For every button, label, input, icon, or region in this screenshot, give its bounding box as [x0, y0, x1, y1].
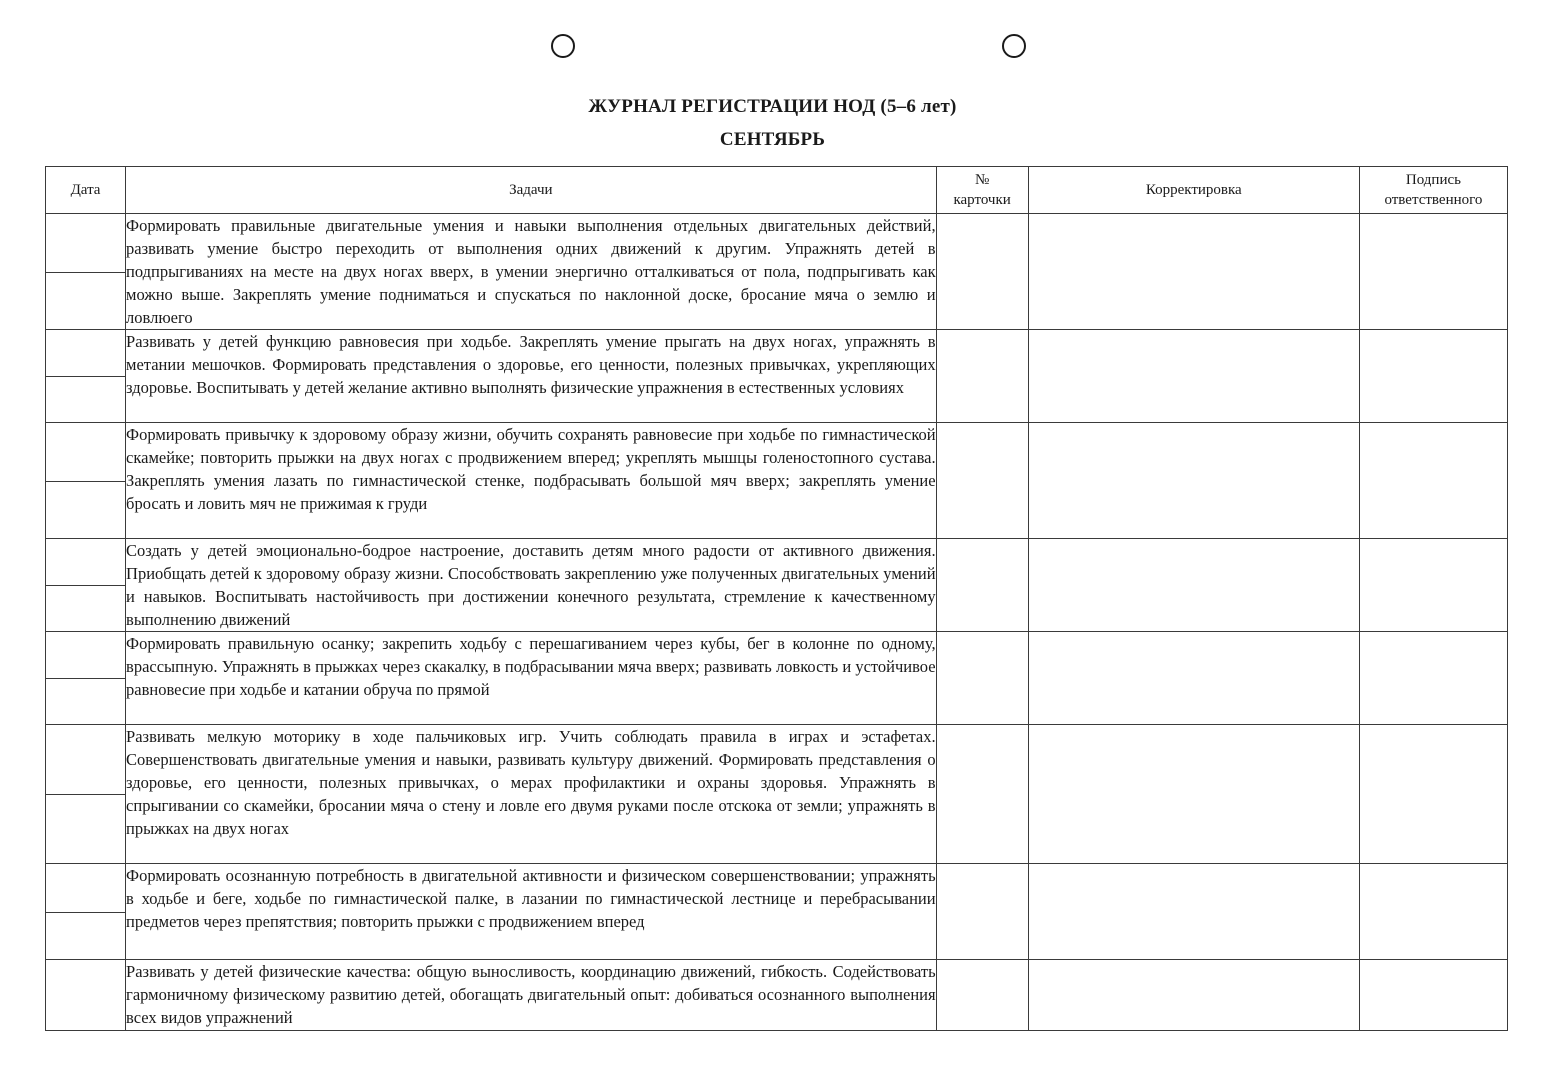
table-header-row [46, 167, 1508, 214]
table-row [46, 632, 1508, 725]
task-cell: Развивать у детей функцию равновесия при ходьбе. Закреплять умение прыгать на двух ногах, упражнять в метании мешочков. Формировать представления о здоровье, его ценности, полезных привычках, укрепляющих здоровье. Воспитывать у детей желание активно выполнять физические упражнения в естественных условиях [126, 330, 937, 423]
signature-cell[interactable] [1359, 725, 1507, 864]
date-divider [46, 678, 125, 679]
date-divider [46, 585, 125, 586]
task-cell: Формировать осознанную потребность в двигательной активности и физическом совершенствовании; упражнять в ходьбе и беге, ходьбе по гимнастической палке, в лазании по гимнастической лестнице и перебрасывании предметов через препятствия; повторить прыжки с продвижением вперед [126, 864, 937, 960]
date-cell[interactable] [46, 330, 126, 423]
header-card-number-label: карточки [953, 192, 1011, 208]
task-cell: Создать у детей эмоционально-бодрое настроение, доставить детям много радости от активного движения. Приобщать детей к здоровому образу жизни. Способствовать закреплению уже полученных двигательных умений и навыков. Воспитывать настойчивость при достижении конечного результата, стремление к качественному выполнению движений [126, 539, 937, 632]
card-number-cell[interactable] [936, 539, 1028, 632]
correction-cell[interactable] [1028, 423, 1359, 539]
date-cell[interactable] [46, 632, 126, 725]
table-row [46, 330, 1508, 423]
table-row [46, 539, 1508, 632]
table-row [46, 960, 1508, 1031]
date-cell[interactable] [46, 864, 126, 960]
correction-cell[interactable] [1028, 960, 1359, 1031]
date-cell[interactable] [46, 960, 126, 1031]
table-row [46, 423, 1508, 539]
signature-cell[interactable] [1359, 539, 1507, 632]
signature-cell[interactable] [1359, 960, 1507, 1031]
binder-hole-right [1002, 34, 1026, 58]
document-title: ЖУРНАЛ РЕГИСТРАЦИИ НОД (5–6 лет) [588, 96, 957, 117]
correction-cell[interactable] [1028, 214, 1359, 330]
signature-cell[interactable] [1359, 330, 1507, 423]
header-signature-line1: Подпись [1405, 172, 1461, 188]
date-divider [46, 376, 125, 377]
table-row [46, 214, 1508, 330]
card-number-cell[interactable] [936, 725, 1028, 864]
date-divider [46, 794, 125, 795]
header-date: Дата [46, 167, 126, 214]
header-card-number [936, 167, 1028, 214]
task-cell: Развивать мелкую моторику в ходе пальчиковых игр. Учить соблюдать правила в играх и эстафетах. Совершенствовать двигательные умения и навыки, развивать культуру движений. Формировать представления о здоровье, его ценности, полезных привычках, о мерах профилактики и охраны здоровья. Упражнять в спрыгивании со скамейки, бросании мяча о стену и ловле его двумя руками после отскока от земли; упражнять в прыжках на двух ногах [126, 725, 937, 864]
header-signature-line2: ответственного [1384, 192, 1483, 208]
date-cell[interactable] [46, 725, 126, 864]
header-tasks: Задачи [126, 167, 937, 214]
signature-cell[interactable] [1359, 423, 1507, 539]
card-number-cell[interactable] [936, 330, 1028, 423]
card-number-cell[interactable] [936, 214, 1028, 330]
date-cell[interactable] [46, 423, 126, 539]
correction-cell[interactable] [1028, 864, 1359, 960]
header-correction: Корректировка [1028, 167, 1359, 214]
card-number-cell[interactable] [936, 423, 1028, 539]
registration-journal-table [45, 166, 1508, 1031]
card-number-cell[interactable] [936, 960, 1028, 1031]
card-number-cell[interactable] [936, 632, 1028, 725]
signature-cell[interactable] [1359, 214, 1507, 330]
correction-cell[interactable] [1028, 539, 1359, 632]
header-card-number-symbol: № [974, 172, 990, 188]
table-row [46, 864, 1508, 960]
task-cell: Формировать правильную осанку; закрепить ходьбу с перешагиванием через кубы, бег в колонне по одному, врассыпную. Упражнять в прыжках через скакалку, в подбрасывании мяча вверх; развивать ловкость и устойчивое равновесие при ходьбе и катании обруча по прямой [126, 632, 937, 725]
task-cell: Развивать у детей физические качества: общую выносливость, координацию движений, гибкость. Содействовать гармоничному физическому развитию детей, обогащать двигательный опыт: добиваться осознанного выполнения всех видов упражнений [126, 960, 937, 1031]
date-divider [46, 481, 125, 482]
header-signature [1359, 167, 1507, 214]
date-divider [46, 272, 125, 273]
document-month: СЕНТЯБРЬ [719, 129, 826, 150]
binder-hole-left [551, 34, 575, 58]
table-row [46, 725, 1508, 864]
task-cell: Формировать правильные двигательные умения и навыки выполнения отдельных двигательных действий, развивать умение быстро переходить от выполнения одних движений к другим. Упражнять детей в подпрыгиваниях на месте на двух ногах вверх, в умении энергично отталкиваться от пола, подпрыгивать как можно выше. Закреплять умение подниматься и спускаться по наклонной доске, бросание мяча о землю и ловлюего [126, 214, 937, 330]
signature-cell[interactable] [1359, 632, 1507, 725]
correction-cell[interactable] [1028, 632, 1359, 725]
task-cell: Формировать привычку к здоровому образу жизни, обучить сохранять равновесие при ходьбе по гимнастической скамейке; повторить прыжки на двух ногах с продвижением вперед; укреплять мышцы голеностопного сустава. Закреплять умения лазать по гимнастической стенке, подбрасывать большой мяч вверх; закреплять умение бросать и ловить мяч не прижимая к груди [126, 423, 937, 539]
correction-cell[interactable] [1028, 725, 1359, 864]
date-cell[interactable] [46, 539, 126, 632]
signature-cell[interactable] [1359, 864, 1507, 960]
correction-cell[interactable] [1028, 330, 1359, 423]
card-number-cell[interactable] [936, 864, 1028, 960]
date-cell[interactable] [46, 214, 126, 330]
date-divider [46, 912, 125, 913]
